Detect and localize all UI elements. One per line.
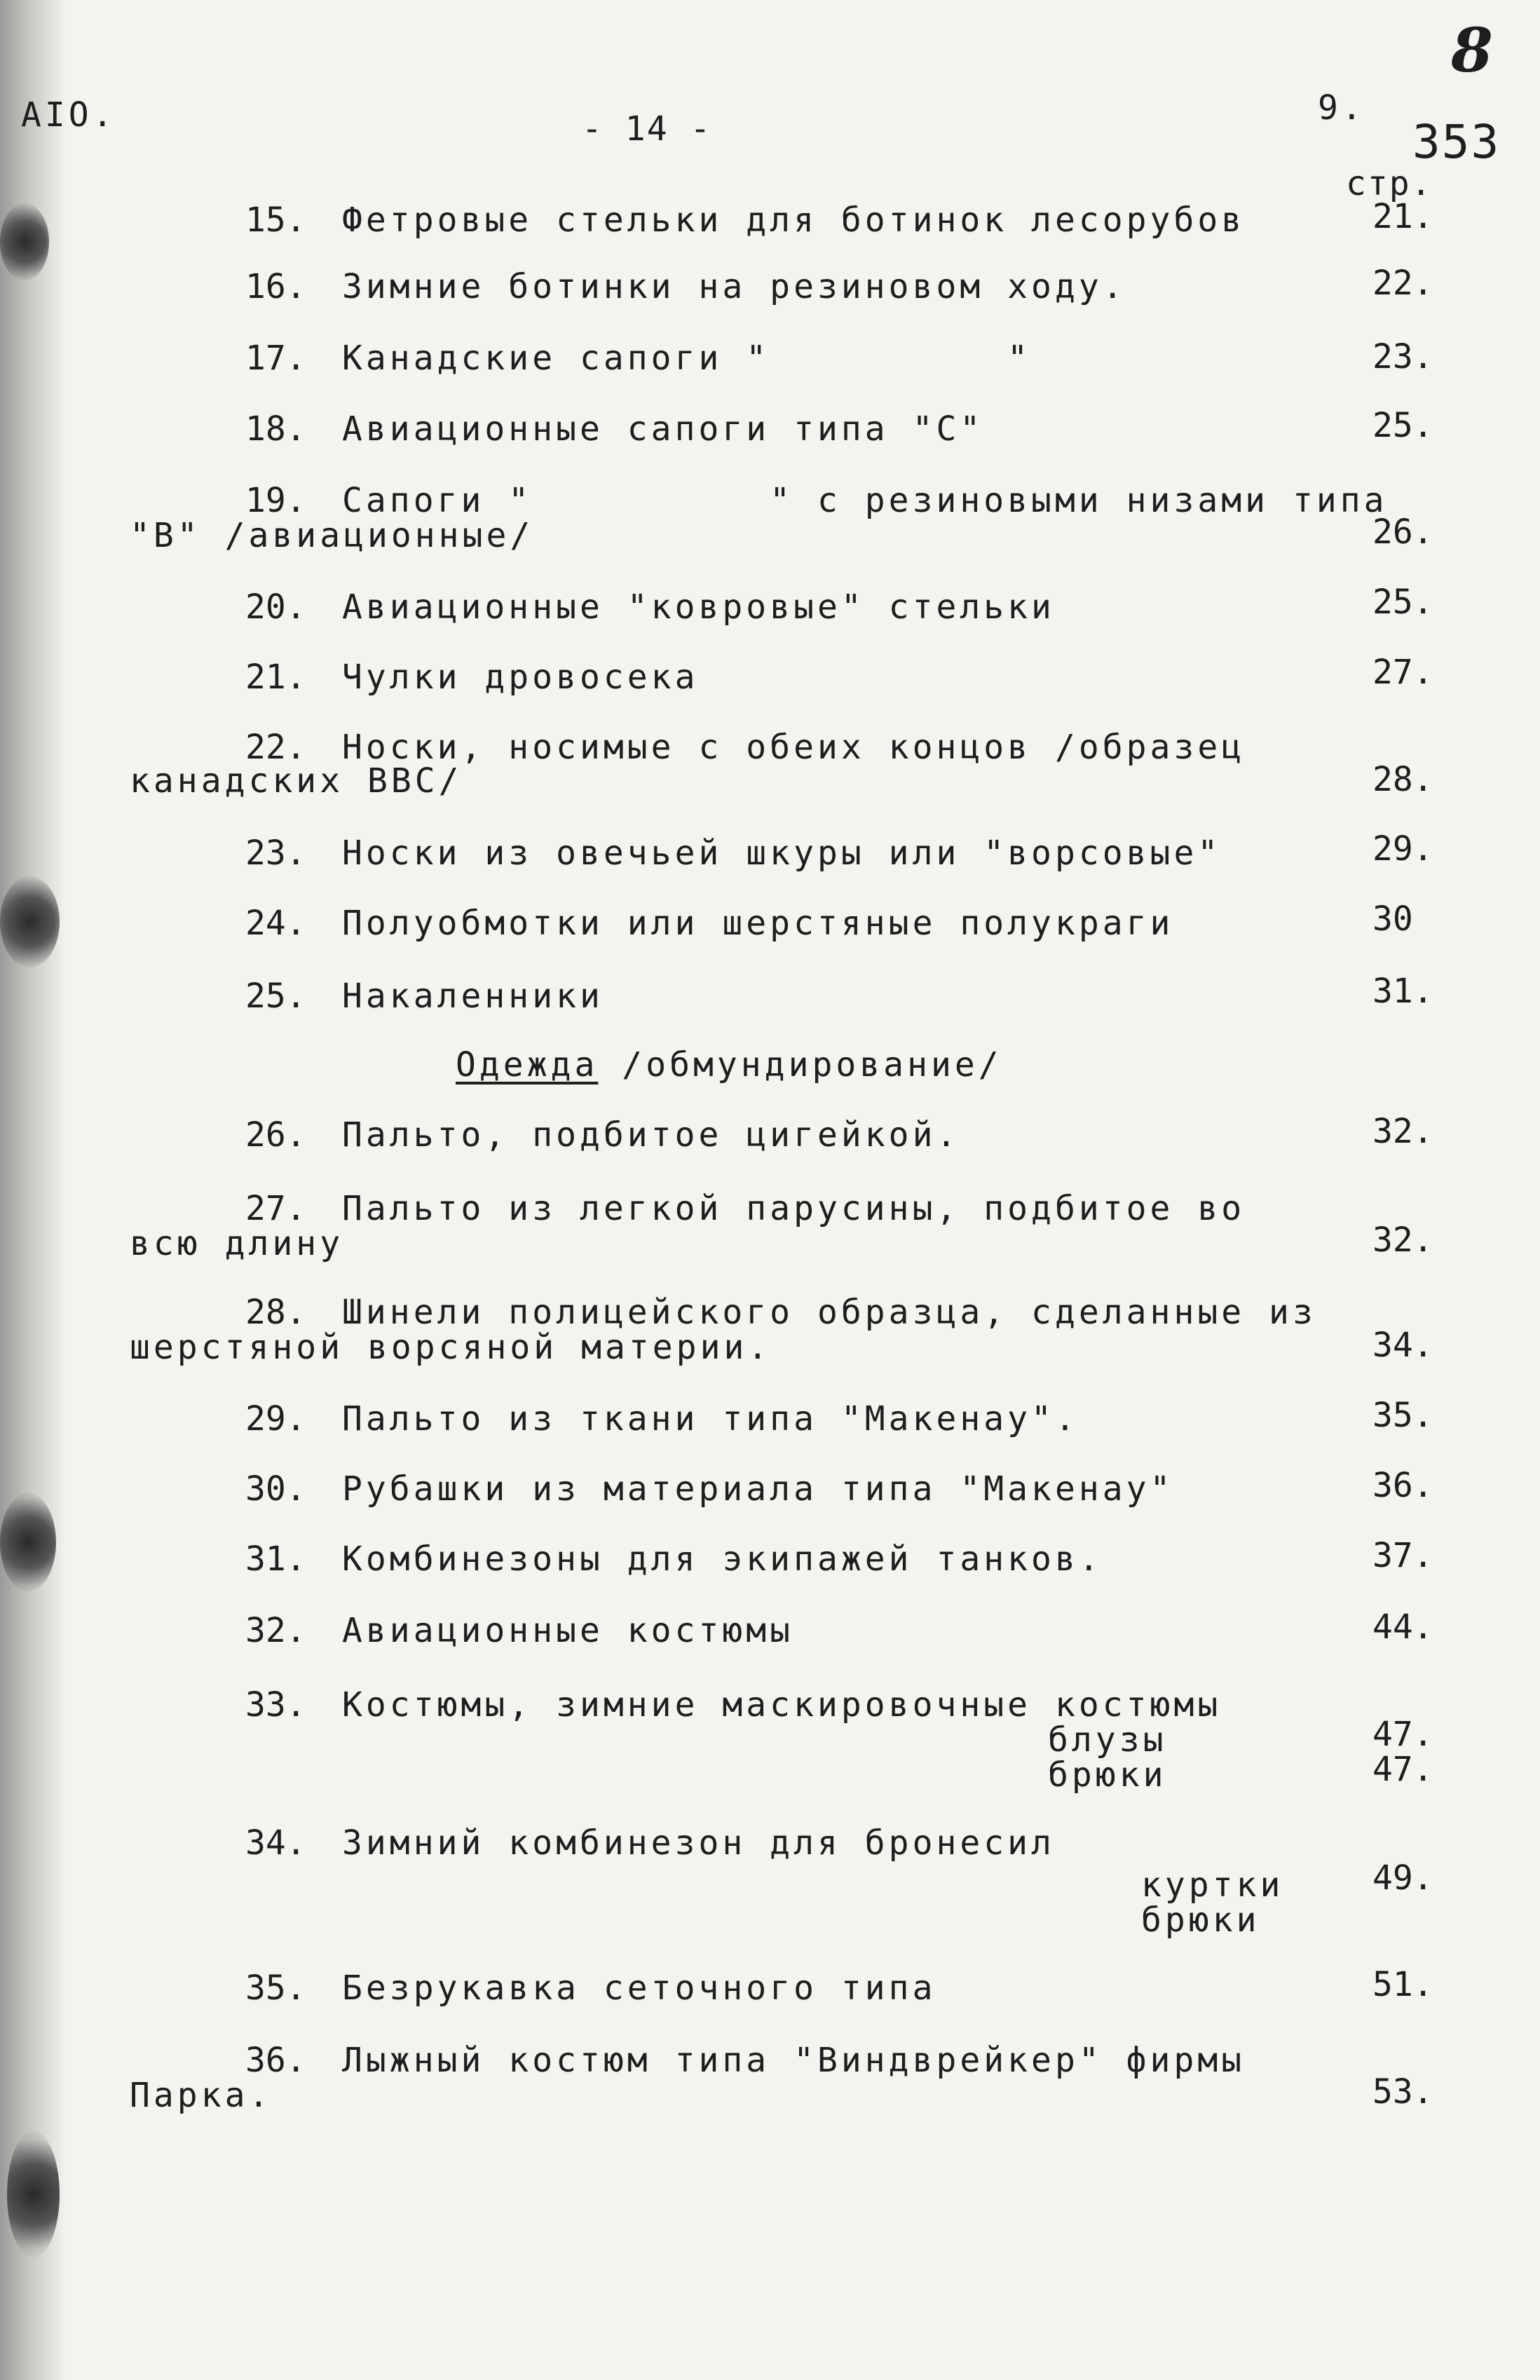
document-page: AIO. - 14 - 8 9. 353 стр. 15. Фетровые стельки для ботинок лесорубов 21. 16. Зимние ботинки на резиновом ходу. 22. 17. Канадские сапоги " " 23. 18. Авиационные сапоги типа "С" 25. 19. Сапоги " " с резиновыми низами типа "В" /авиационные/ 26. 20. Авиационные "ковровые" стельки 25. 21. Чулки дровосека 27. 22. Носки, носимые с обеих концов /образец канадских ВВС/ 28. 23. Носки из овечьей шкуры или "ворсовые" 29. 24. Полуобмотки или шерстяные полукраги 30 25. Накаленники 31. Одежда /обмундирование/ 26. Пальто, подбитое цигейкой. 32. 27. Пальто из легкой парусины, подбитое во всю длину 32. 28. Шинели полицейского образца, сделанные из шерстяной ворсяной материи. 34. 29. Пальто из ткани типа "Макенау". 35. 30. Рубашки из материала типа "Макенау" 36. 31. Комбинезоны для экипажей танков. 37. 32. Авиационные костюмы 44. 33. Костюмы, зимние маскировочные костюмы блузы 47. брюки 47. 34. Зимний комбинезон для бронесил куртки 49. брюки 35. Безрукавка сеточного типа 51. 36. Лыжный костюм типа "Виндврейкер" фирмы Парка. 53. xyxy=(0,0,1540,2380)
stamp-number-right: 353 xyxy=(1412,115,1501,169)
punch-hole-mark xyxy=(7,2131,60,2257)
archive-code: AIO. xyxy=(21,95,116,135)
page-column-label: стр. xyxy=(1346,164,1433,203)
handwritten-sheet-number: 8 xyxy=(1451,15,1497,86)
punch-hole-mark xyxy=(0,203,49,280)
punch-hole-mark xyxy=(0,876,60,967)
page-number: - 14 - xyxy=(582,109,712,149)
scan-shadow-edge xyxy=(0,0,67,2380)
stamp-number-left: 9. xyxy=(1318,88,1365,128)
section-heading: Одежда /обмундирование/ xyxy=(456,1045,1002,1084)
punch-hole-mark xyxy=(0,1493,56,1591)
